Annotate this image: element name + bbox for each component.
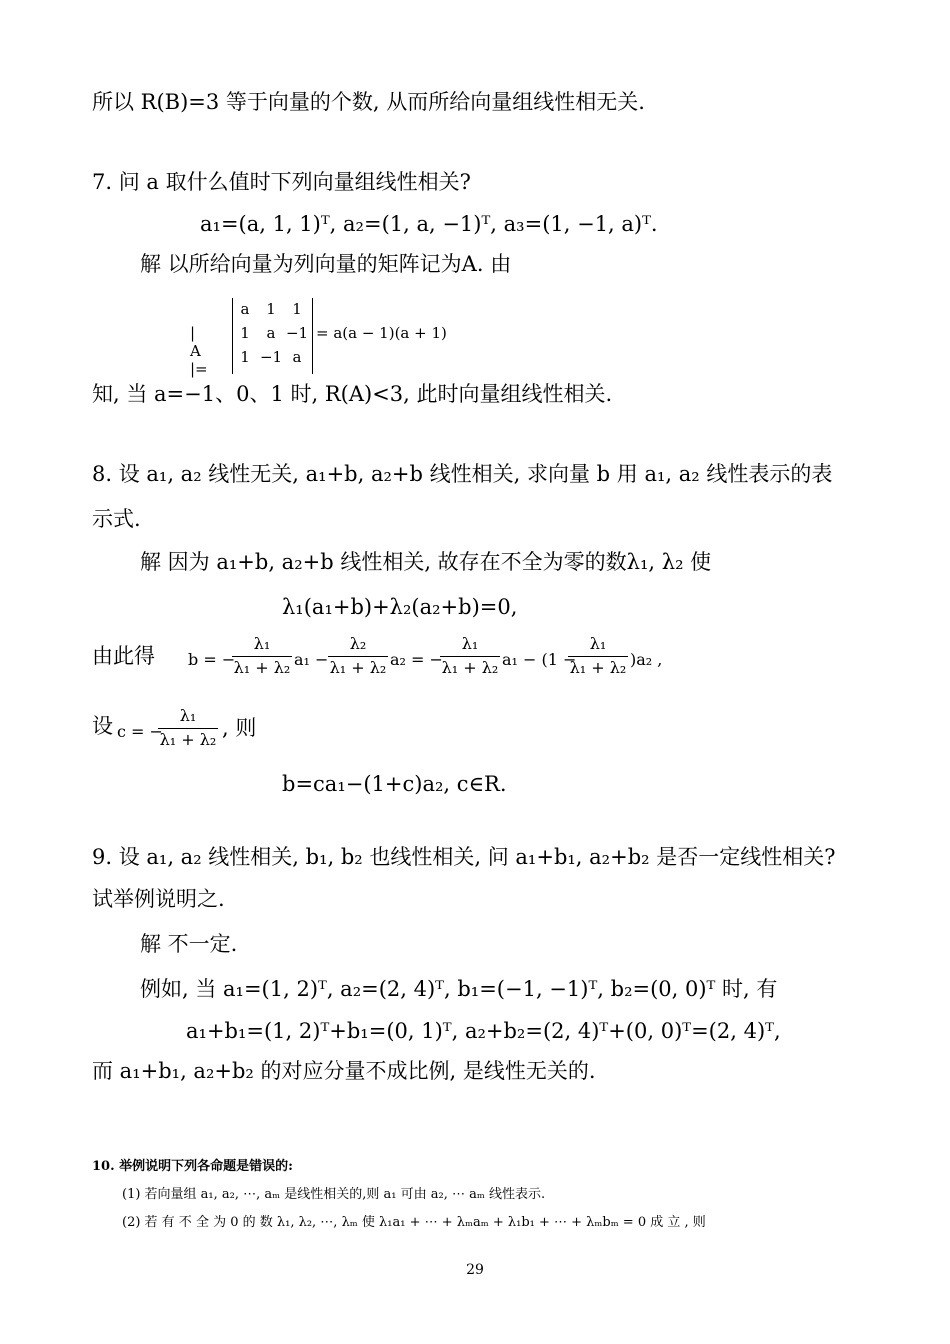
text-line: 所以 R(B)=3 等于向量的个数, 从而所给向量组线性相无关.: [92, 90, 645, 114]
det-cell: 1: [240, 348, 250, 366]
det-cell: a: [292, 348, 302, 366]
solution-line: 解 不一定.: [140, 932, 238, 956]
text-line: 例如, 当 a₁=(1, 2)ᵀ, a₂=(2, 4)ᵀ, b₁=(−1, −1)ᵀ, b₂=(0, 0)ᵀ 时, 有: [140, 977, 778, 1001]
text-line: 试举例说明之.: [92, 887, 225, 911]
equation-line: a₁+b₁=(1, 2)ᵀ+b₁=(0, 1)ᵀ, a₂+b₂=(2, 4)ᵀ+(0, 0)ᵀ=(2, 4)ᵀ,: [186, 1019, 781, 1043]
formula-b-term: a₁ −: [294, 650, 329, 669]
det-rhs: = a(a − 1)(a + 1): [316, 324, 447, 342]
problem-8-heading: 8. 设 a₁, a₂ 线性无关, a₁+b, a₂+b 线性相关, 求向量 b 用 a₁, a₂ 线性表示的表: [92, 462, 833, 486]
solution-line: 解 因为 a₁+b, a₂+b 线性相关, 故存在不全为零的数λ₁, λ₂ 使: [140, 550, 712, 574]
fraction: λ₂ λ₁ + λ₂: [329, 634, 387, 677]
text-line: 由此得: [92, 644, 155, 668]
text-line: , 则: [222, 716, 257, 740]
det-cell: −1: [285, 324, 309, 342]
problem-10-heading: 10. 举例说明下列各命题是错误的:: [92, 1159, 293, 1174]
vector-definitions: a₁=(a, 1, 1)ᵀ, a₂=(1, a, −1)ᵀ, a₃=(1, −1, a)ᵀ.: [200, 212, 658, 236]
fraction: λ₁ λ₁ + λ₂: [233, 634, 291, 677]
det-right-bar: [312, 298, 313, 374]
solution-line: 解 以所给向量为列向量的矩阵记为A. 由: [140, 252, 512, 276]
det-cell: 1: [266, 300, 276, 318]
det-cell: −1: [259, 348, 283, 366]
formula-c-lhs: c = −: [117, 722, 163, 741]
equation-line: b=ca₁−(1+c)a₂, c∈R.: [282, 772, 507, 796]
text-line: 而 a₁+b₁, a₂+b₂ 的对应分量不成比例, 是线性无关的.: [92, 1059, 596, 1083]
text-line: (2) 若 有 不 全 为 0 的 数 λ₁, λ₂, ⋯, λₘ 使 λ₁a₁ + ⋯ + λₘaₘ + λ₁b₁ + ⋯ + λₘbₘ = 0 成 立 , 则: [122, 1215, 706, 1230]
det-cell: 1: [292, 300, 302, 318]
formula-b-lhs: b = −: [188, 650, 236, 669]
problem-9-heading: 9. 设 a₁, a₂ 线性相关, b₁, b₂ 也线性相关, 问 a₁+b₁, a₂+b₂ 是否一定线性相关?: [92, 845, 836, 869]
det-lhs: | A |=: [190, 324, 208, 378]
fraction: λ₁ λ₁ + λ₂: [569, 634, 627, 677]
formula-b-term: a₂ = −: [390, 650, 443, 669]
fraction: λ₁ λ₁ + λ₂: [441, 634, 499, 677]
det-cell: a: [240, 300, 250, 318]
page-number: 29: [466, 1262, 484, 1278]
equation-line: λ₁(a₁+b)+λ₂(a₂+b)=0,: [282, 595, 518, 619]
text-line: (1) 若向量组 a₁, a₂, ⋯, aₘ 是线性相关的,则 a₁ 可由 a₂, ⋯ aₘ 线性表示.: [122, 1187, 546, 1202]
fraction: λ₁ λ₁ + λ₂: [159, 706, 217, 749]
text-line: 设: [92, 714, 113, 738]
text-line: 知, 当 a=−1、0、1 时, R(A)<3, 此时向量组线性相关.: [92, 382, 613, 406]
det-cell: a: [266, 324, 276, 342]
det-cell: 1: [240, 324, 250, 342]
formula-b-term: a₁ − (1 −: [502, 650, 577, 669]
formula-b-term: )a₂ ,: [630, 650, 663, 669]
text-line: 示式.: [92, 507, 141, 531]
problem-7-heading: 7. 问 a 取什么值时下列向量组线性相关?: [92, 170, 471, 194]
